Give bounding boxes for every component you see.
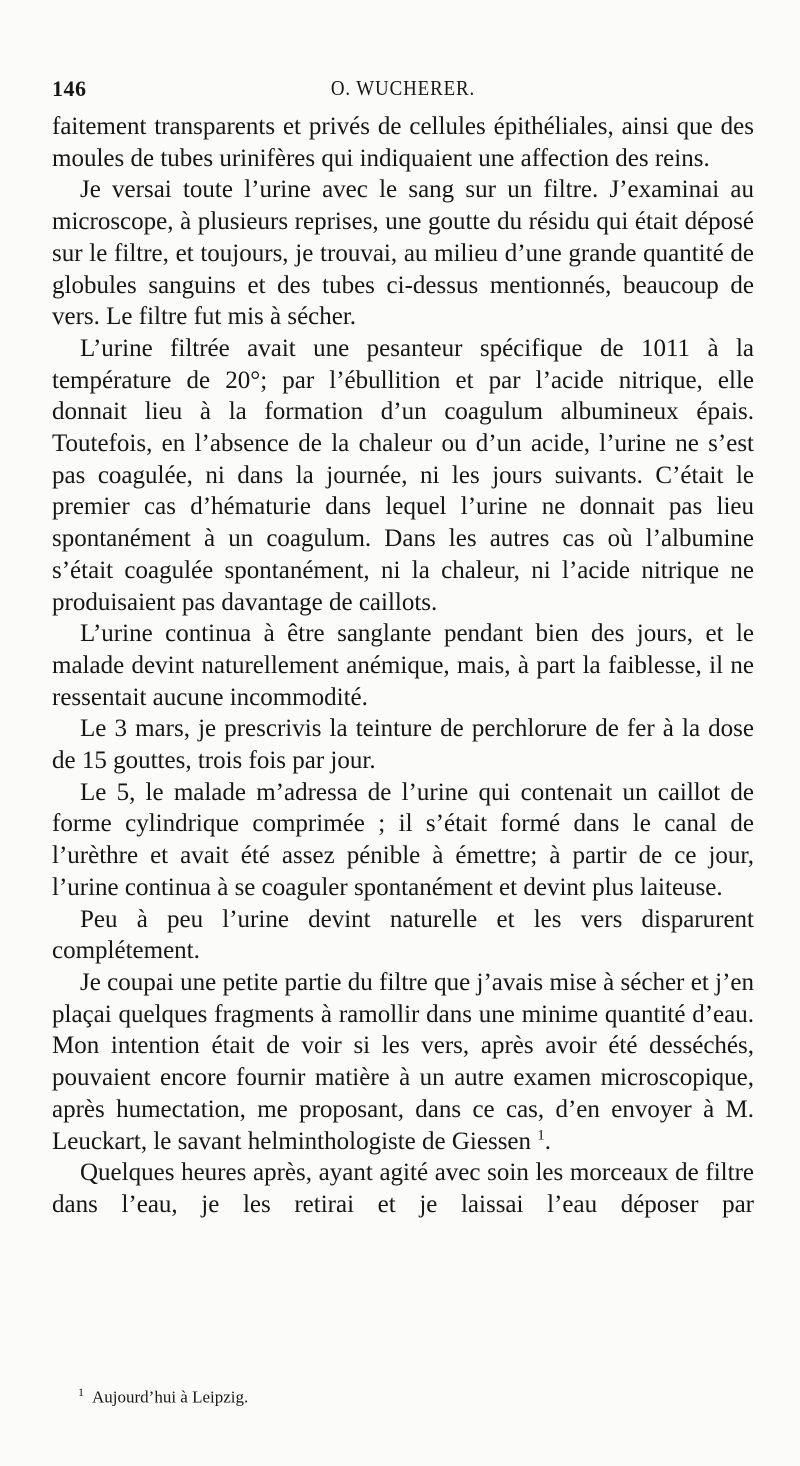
paragraph-8 <box>52 967 754 1157</box>
paragraph-9: Quelques heures après, ayant agité avec soin les morceaux de filtre dans l’eau, je les retirai et je laissai l’eau déposer par <box>52 1159 754 1218</box>
paragraph-6: Le 5, le malade m’adressa de l’urine qui contenait un caillot de forme cylindrique comprimée ; il s’était formé dans le canal de l’urèthre et avait été assez pénible à émettre; à partir de ce jour, l’urine continua à se coaguler spontanément et devint plus laiteuse. <box>52 778 754 901</box>
paragraph-4: L’urine continua à être sanglante pendant bien des jours, et le malade devint naturellement anémique, mais, à part la faiblesse, il ne ressentait aucune incommodité. <box>52 620 754 711</box>
body-text <box>52 111 754 1221</box>
footnote-reference-suffix: . <box>544 1127 552 1155</box>
footnote <box>78 1381 678 1409</box>
paragraph-3: L’urine filtrée avait une pesanteur spécifique de 1011 à la température de 20°; par l’ébullition et par l’acide nitrique, elle donnait lieu à la formation d’un coagulum albumineux épais. Toutefois, en l’absence de la chaleur ou d’un acide, l’urine ne s’est pas coagulée, ni dans la journée, ni les jours suivants. C’était le premier cas d’hématurie dans lequel l’urine ne donnait pas lieu spontanément à un coagulum. Dans les autres cas où l’albumine s’était coagulée spontanément, ni la chaleur, ni l’acide nitrique ne produisaient pas davantage de caillots. <box>52 334 754 616</box>
paragraph-7: Peu à peu l’urine devint naturelle et les vers disparurent complétement. <box>52 905 754 965</box>
footnote-reference: 1 <box>537 1127 545 1144</box>
page-header <box>52 76 754 106</box>
footnote-text: Aujourd’hui à Leipzig. <box>92 1387 249 1407</box>
page-number: 146 <box>52 76 87 101</box>
paragraph-1: faitement transparents et privés de cellules épithéliales, ainsi que des moules de tubes urinifères qui indiquaient une affection des reins. <box>52 113 754 172</box>
paragraph-8-text: Je coupai une petite partie du filtre que j’avais mise à sécher et j’en plaçai quelques fragments à ramollir dans une minime quantité d’eau. Mon intention était de voir si les vers, après avoir été desséchés, pouvaient encore fournir matière à un autre examen microscopique, après humectation, me proposant, dans ce cas, d’en envoyer à M. Leuckart, le savant helminthologiste de Giessen <box>52 968 754 1155</box>
running-head: O. WUCHERER. <box>330 76 476 100</box>
paragraph-2: Je versai toute l’urine avec le sang sur un filtre. J’examinai au microscope, à plusieurs reprises, une goutte du résidu qui était déposé sur le filtre, et toujours, je trouvai, au milieu d’une grande quantité de globules sanguins et des tubes ci-dessus mentionnés, beaucoup de vers. Le filtre fut mis à sécher. <box>52 176 754 331</box>
paragraph-5: Le 3 mars, je prescrivis la teinture de perchlorure de fer à la dose de 15 gouttes, trois fois par jour. <box>52 715 754 775</box>
footnote-mark: 1 <box>78 1385 84 1399</box>
